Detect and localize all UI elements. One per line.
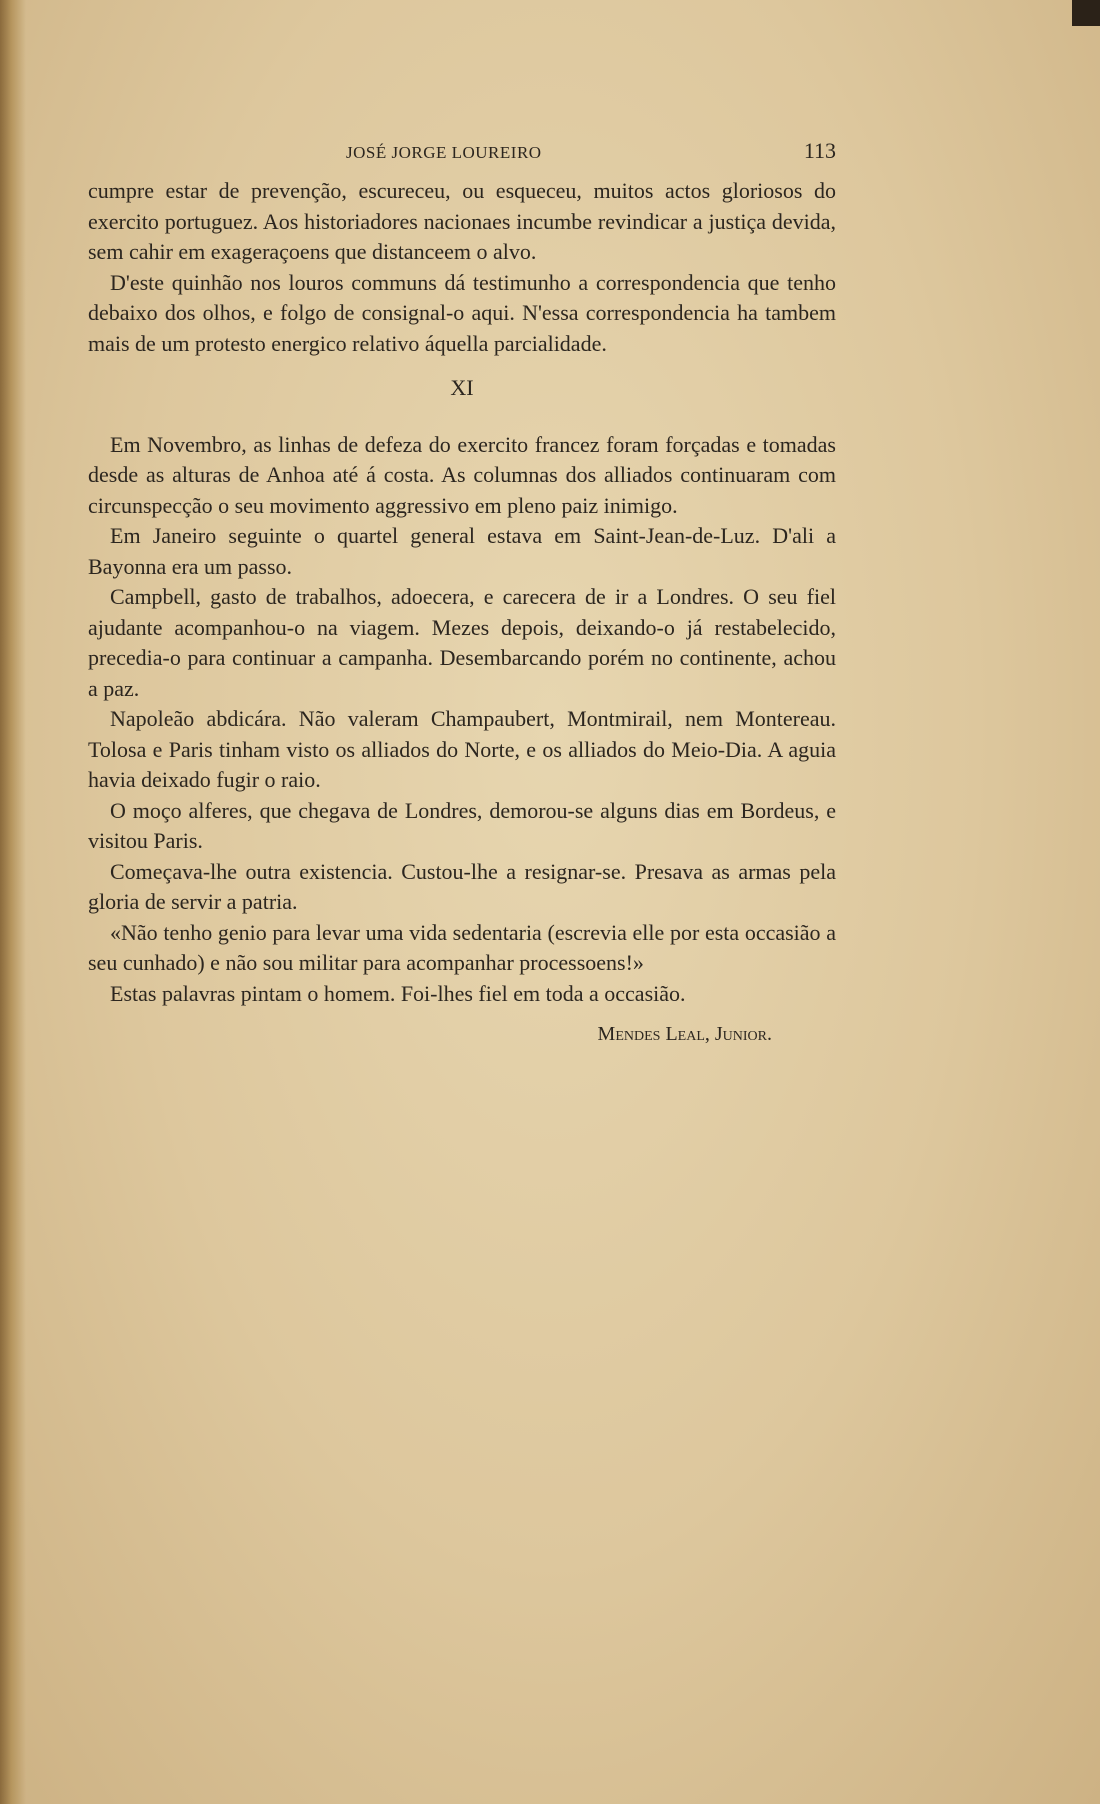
page-corner-edge	[1072, 0, 1100, 26]
paragraph-continued: cumpre estar de prevenção, escureceu, ou esqueceu, muitos actos gloriosos do exercito portuguez. Aos historiadores nacionaes incumbe revindicar a justiça devida, sem cahir em exageraçoens que distanceem o alvo.	[88, 178, 836, 264]
page-spine-shadow	[0, 0, 26, 1804]
paragraph: Em Janeiro seguinte o quartel general estava em Saint-Jean-de-Luz. D'ali a Bayonna era um passo.	[88, 523, 836, 579]
paragraph: Em Novembro, as linhas de defeza do exercito francez foram forçadas e tomadas desde as alturas de Anhoa até á costa. As columnas dos alliados continuaram com circunspecção o seu movimento aggressivo em pleno paiz inimigo.	[88, 431, 836, 518]
paragraph: Estas palavras pintam o homem. Foi-lhes fiel em toda a occasião.	[110, 980, 686, 1006]
paragraph: Campbell, gasto de trabalhos, adoecera, e carecera de ir a Londres. O seu fiel ajudante acompanhou-o na viagem. Mezes depois, deixando-o já restabelecido, precedia-o para continuar a campanha. Desembarcando porém no continente, achou a paz.	[88, 584, 836, 701]
running-head-title: JOSÉ JORGE LOUREIRO	[346, 143, 542, 162]
paragraph: O moço alferes, que chegava de Londres, demorou-se alguns dias em Bordeus, e visitou Paris.	[88, 797, 836, 853]
running-head	[88, 138, 836, 168]
paragraph: Começava-lhe outra existencia. Custou-lhe a resignar-se. Presava as armas pela gloria de servir a patria.	[88, 858, 836, 914]
paragraph-quote: «Não tenho genio para levar uma vida sedentaria (escrevia elle por esta occasião a seu cunhado) e não sou militar para acompanhar processoens!»	[88, 919, 836, 975]
author-signature: Mendes Leal, Junior.	[597, 1023, 772, 1045]
section-heading: XI	[450, 375, 474, 400]
page-content	[88, 138, 836, 1050]
paragraph: Napoleão abdicára. Não valeram Champaubert, Montmirail, nem Montereau. Tolosa e Paris tinham visto os alliados do Norte, e os alliados do Meio-Dia. A aguia havia deixado fugir o raio.	[88, 706, 836, 792]
page-number: 113	[803, 138, 836, 163]
paragraph: D'este quinhão nos louros communs dá testimunho a correspondencia que tenho debaixo dos olhos, e folgo de consignal-o aqui. N'essa correspondencia ha tambem mais de um protesto energico relativo áquella parcialidade.	[88, 269, 836, 356]
